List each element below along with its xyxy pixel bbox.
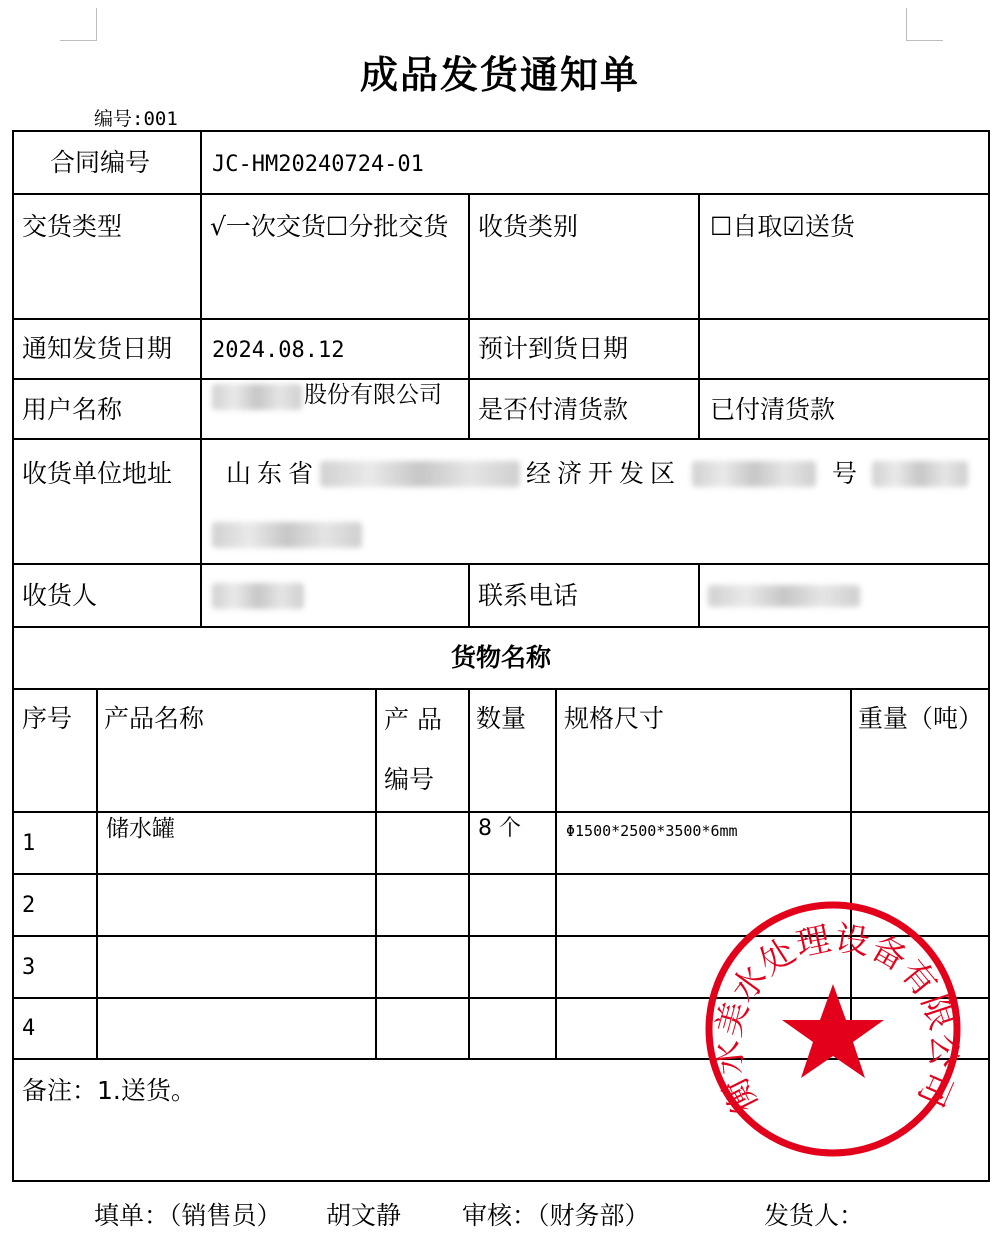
footer-filler: 填单：（销售员） — [94, 1201, 282, 1230]
goods-section-title: 货物名称 — [450, 643, 551, 672]
document-title: 成品发货通知单 — [359, 53, 640, 97]
crop-mark-right — [906, 8, 943, 41]
header-qty: 数量 — [476, 704, 527, 733]
notice-date-value: 2024.08.12 — [212, 338, 345, 363]
redacted-customer — [212, 384, 302, 410]
contract-label: 合同编号 — [50, 148, 151, 177]
consignee-label: 收货人 — [22, 581, 98, 610]
remarks: 备注：1.送货。 — [22, 1076, 196, 1105]
row-index: 3 — [22, 955, 36, 980]
document-serial: 编号:001 — [94, 108, 178, 130]
address-number: 号 — [832, 459, 858, 488]
expected-date-label: 预计到货日期 — [478, 334, 629, 363]
company-seal — [702, 898, 964, 1160]
delivery-type-value: √一次交货☐分批交货 — [210, 212, 449, 241]
redacted-address-city — [320, 461, 520, 487]
header-weight: 重量（吨） — [858, 704, 984, 733]
footer-shipper: 发货人： — [764, 1201, 865, 1230]
header-spec: 规格尺寸 — [564, 704, 665, 733]
header-code: 产 品 编号 — [384, 705, 442, 794]
customer-label: 用户名称 — [22, 395, 123, 424]
address-zone: 经济开发区 — [526, 459, 682, 488]
header-index: 序号 — [22, 704, 73, 733]
row-index: 4 — [22, 1016, 36, 1041]
row-name: 储水罐 — [106, 816, 175, 842]
receive-type-value: ☐自取☑送货 — [710, 212, 855, 241]
row-index: 1 — [22, 831, 36, 856]
redacted-address-contact — [872, 461, 968, 487]
contract-value: JC-HM20240724-01 — [212, 152, 424, 177]
customer-value: 股份有限公司 — [304, 382, 442, 408]
svg-text:衡水美水处理设备有限公司: 衡水美水处理设备有限公司 — [708, 918, 964, 1120]
phone-label: 联系电话 — [478, 581, 579, 610]
redacted-consignee — [212, 583, 304, 609]
notice-date-label: 通知发货日期 — [22, 334, 173, 363]
redacted-phone — [708, 585, 860, 607]
address-province: 山东省 — [226, 459, 320, 488]
redacted-address-phone — [212, 522, 362, 548]
footer-filler-name: 胡文静 — [326, 1201, 402, 1230]
redacted-address-street — [692, 461, 816, 487]
footer-reviewer: 审核：（财务部） — [462, 1201, 650, 1230]
paid-value: 已付清货款 — [710, 395, 836, 424]
crop-mark-left — [60, 8, 97, 41]
delivery-type-label: 交货类型 — [22, 212, 123, 241]
address-label: 收货单位地址 — [22, 459, 173, 488]
header-name: 产品名称 — [104, 704, 205, 733]
row-spec: Φ1500*2500*3500*6mm — [566, 822, 738, 840]
receive-type-label: 收货类别 — [478, 212, 579, 241]
row-index: 2 — [22, 893, 36, 918]
row-qty: 8 个 — [478, 816, 521, 841]
paid-label: 是否付清货款 — [478, 395, 629, 424]
